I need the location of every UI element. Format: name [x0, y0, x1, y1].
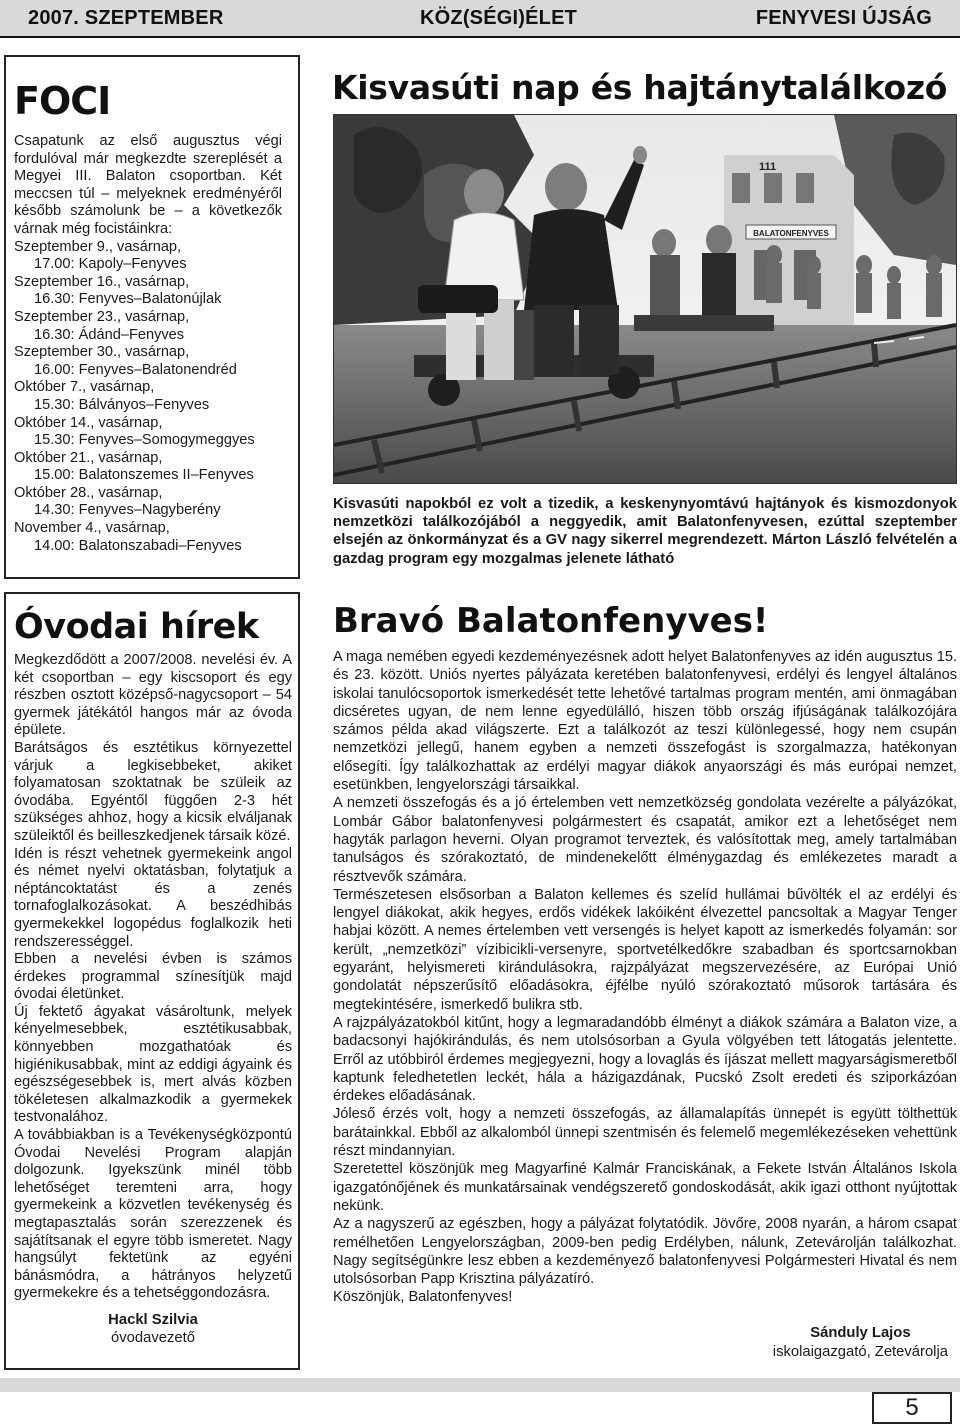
ovoda-paragraph: Új fektető ágyakat vásároltunk, melyek kényelmesebbek, esztétikusabbak, könnyebben mozgathatóak és higiénikusabbak, mint az eddigi ágyaink és egészségesebbek is, mert alvás közben tökéletesen alkalmazkodik a gyermekek testvonalához. — [14, 1003, 292, 1126]
station-number: 111 — [759, 161, 777, 173]
schedule-item — [14, 415, 298, 450]
header-section: KÖZ(SÉGI)ÉLET — [420, 7, 578, 29]
schedule-match: 16.30: Ádánd–Fenyves — [34, 326, 185, 343]
bravo-signature — [773, 1324, 948, 1362]
ovoda-paragraph: Barátságos és esztétikus környezettel várjuk a legkisebbeket, akiket folyamatosan szoktatnak be szüleik az óvodába. Egyéntől függően 2-3 hét szükséges ahhoz, hogy a kicsik elváljanak szüleiktől és beilleszkedjenek társaik közé. — [14, 739, 292, 844]
bravo-paragraph: A maga nemében egyedi kezdeményezésnek adott helyet Balatonfenyves az idén augusztus 15. és 23. között. Uniós nyertes pályázata keretében balatonfenyvesi, erdélyi és lengyel általános iskolai tanulócsoportok ismerkedését tette lehetővé tartalmas program mentén, ami önmagában dicséretes ugyan, de nem lenne egyedülálló, hiszen több ország ifjúságának találkozójára számos példa akad világszerte. Ezt a találkozót az teszi különlegessé, hogy nem csupán nemzetközi jellegű, hanem egyben a nemzeti összefogást is szorgalmazza, hatékonyan elősegíti. Így találkozhattak az erdélyi magyar diákok anyaországi és más európai nemzet, esetünkben, lengyelországi társaikkal. — [333, 649, 957, 794]
schedule-date: November 4., vasárnap, — [14, 520, 170, 537]
foci-title: FOCI — [14, 79, 111, 123]
ovoda-body — [14, 652, 292, 1303]
kisvasut-photo — [333, 114, 957, 484]
schedule-date: Október 21., vasárnap, — [14, 449, 163, 466]
schedule-date: Szeptember 16., vasárnap, — [14, 273, 190, 290]
bravo-title: Bravó Balatonfenyves! — [333, 601, 769, 641]
schedule-item — [14, 450, 298, 485]
ovoda-title: Óvodai hírek — [14, 607, 259, 647]
schedule-date: Október 14., vasárnap, — [14, 414, 163, 431]
bravo-body — [333, 648, 957, 1307]
schedule-date: Október 28., vasárnap, — [14, 484, 163, 501]
schedule-item — [14, 379, 298, 414]
kisvasut-title: Kisvasúti nap és hajtánytalálkozó — [332, 68, 948, 107]
ovoda-paragraph: Idén is részt vehetnek gyermekeink angol és német nyelvi oktatásban, folytatjuk a néptáncoktatást és a zenés tornafoglalkozásokat. A beszédhibás gyermekekkel logopédus foglalkozik heti rendszerességgel. — [14, 845, 292, 950]
schedule-match: 16.30: Fenyves–Balatonújlak — [34, 291, 222, 308]
schedule-date: Szeptember 30., vasárnap, — [14, 344, 190, 361]
bravo-paragraph: A rajzpályázatokból kitűnt, hogy a legmaradandóbb élményt a diákok számára a Balaton vize, a badacsonyi hajókirándulás, és nem utolsósorban a Gyula völgyében tett látogatás jelentette. Erről az utóbbiról érdemes megjegyezni, hogy a lovaglás és íjászat mellett magyarságismeretből kaptunk feledhetetlen leckét, hála a házigazdának, Pucskó Zsolt eredeti és sziporkázóan érdekes előadásának. — [333, 1014, 957, 1105]
ovoda-author-name: Hackl Szilvia — [108, 1311, 198, 1328]
schedule-date: Szeptember 9., vasárnap, — [14, 238, 182, 255]
bravo-author-role: iskolaigazgató, Zetevárolja — [772, 1344, 948, 1360]
match-schedule — [14, 239, 298, 556]
schedule-match: 14.00: Balatonszabadi–Fenyves — [34, 537, 242, 554]
schedule-date: Október 7., vasárnap, — [14, 379, 155, 396]
schedule-item — [14, 344, 298, 379]
ovoda-paragraph: Megkezdődött a 2007/2008. nevelési év. A két csoportban – egy kiscsoport és egy részben osztott középső-nagycsoport – 54 gyermek játékától hangos már az óvoda épülete. — [14, 652, 292, 739]
bravo-paragraph: Szeretettel köszönjük meg Magyarfiné Kalmár Franciskának, a Fekete István Általános Iskola igazgatónőjének és munkatársainak vendégszerető gondoskodását, akik igazi otthont nyújtottak nekünk. — [333, 1161, 957, 1214]
schedule-item — [14, 309, 298, 344]
station-sign: BALATONFENYVES — [753, 229, 829, 238]
schedule-match: 17.00: Kapoly–Fenyves — [34, 256, 187, 273]
bravo-paragraph: Jóleső érzés volt, hogy a nemzeti összefogás, az államalapítás ünnepét is együtt tölthettük barátainkkal. Ebből az alkalomból ünnepi szentmisén és felemelő megemlékezéseken vehettünk részt mindannyian. — [333, 1106, 957, 1160]
ovoda-signature — [14, 1311, 292, 1347]
ovoda-article — [4, 592, 300, 1370]
foci-intro: Csapatunk az első augusztus végi fordulóval már megkezdte szereplését a Megyei III. Balaton csoportban. Két meccsen túl – melyeknek eredményéről később számolunk be – a következők várnak még focistáinkra: — [14, 133, 282, 237]
schedule-match: 16.00: Fenyves–Balatonendréd — [34, 361, 237, 378]
page-number: 5 — [872, 1392, 952, 1424]
page-header — [0, 0, 960, 38]
schedule-match: 14.30: Fenyves–Nagyberény — [34, 502, 221, 519]
schedule-match: 15.30: Fenyves–Somogymeggyes — [34, 432, 255, 449]
schedule-date: Szeptember 23., vasárnap, — [14, 308, 190, 325]
bravo-paragraph: Köszönjük, Balatonfenyves! — [333, 1289, 513, 1306]
bravo-paragraph: A nemzeti összefogás és a jó értelemben vett nemzetközség gondolata vezérelte a pályázókat, Lombár Gábor balatonfenyvesi polgármestert és csapatát, amikor ezt a lehetőséget nem hagyták parlagon heverni. Olyan programot terveztek, és valósítottak meg, amely tartalmában tanulságos és szórakoztató, de mindenekelőtt élménygazdag és emlékezetes maradt a résztvevők számára. — [333, 795, 957, 885]
schedule-item — [14, 485, 298, 520]
header-publication: FENYVESI ÚJSÁG — [755, 7, 932, 29]
bravo-paragraph: Természetesen elsősorban a Balaton kellemes és szelíd hullámai bűvölték el az erdélyi és lengyel diákokat, akik hegyes, erdős vidékek lakóiként élvezettel pancsoltak a Magyar Tenger habjai között. A nemes értelemben vett versengés is helyet kapott az ismerkedés folyamán: sor került, „nemzetközi” vízibicikli-versenyre, sportvetélkedőkre szabadban és sportcsarnokban egyaránt, helyismereti kirándulásokra, rajzpályázat megszervezésére, az Európai Unió gondolatát népszerűsítő előadásokra, éjfélbe nyúló szórakoztató műsorok tartására és megtekintésére, ismerkedő bulikra stb. — [333, 886, 957, 1013]
schedule-match: 15.30: Bálványos–Fenyves — [34, 396, 210, 413]
schedule-match: 15.00: Balatonszemes II–Fenyves — [34, 467, 254, 484]
bravo-author-name: Sánduly Lajos — [810, 1325, 911, 1341]
header-date: 2007. SZEPTEMBER — [28, 7, 224, 29]
footer-band — [0, 1378, 960, 1392]
ovoda-paragraph: A továbbiakban is a Tevékenységközpontú Óvodai Nevelési Program alapján dolgozunk. Igyekszünk minél több lehetőséget teremteni arra, hogy gyermekeink a közvetlen tevékenység és megtapasztalás során szerezzenek és sajátítsanak el egyre több ismeretet. Nagy hangsúlyt fektetünk az egyéni bánásmódra, a hátrányos helyzetű gyermekekre és a tehetséggondozásra. — [14, 1127, 292, 1302]
ovoda-author-role: óvodavezető — [111, 1329, 195, 1346]
schedule-item — [14, 274, 298, 309]
schedule-item — [14, 239, 298, 274]
kisvasut-caption: Kisvasúti napokból ez volt a tizedik, a keskenynyomtávú hajtányok és kismozdonyok nemzetközi találkozójából a neggyedik, amit Balatonfenyvesen, ezúttal szeptember elsején az önkormányzat és a GV nagy sikerrel megrendezett. Márton László felvételén a gazdag program egy mozgalmas jelenete látható — [333, 496, 957, 567]
foci-article — [4, 55, 300, 579]
schedule-item — [14, 520, 298, 555]
ovoda-paragraph: Ebben a nevelési évben is számos érdekes programmal színesítjük majd óvodai életünket. — [14, 951, 292, 1003]
bravo-paragraph: Az a nagyszerű az egészben, hogy a pályázat folytatódik. Jövőre, 2008 nyarán, a három csapat remélhetően Lengyelországban, 2009-ben pedig Erdélyben, nálunk, Zetevárolján találkozhat. Nagy segítségünkre lesz ebben a kezdeményező balatonfenyvesi Polgármesteri Hivatal és nem utolsósorban Papp Krisztina pályázatíró. — [333, 1216, 957, 1288]
